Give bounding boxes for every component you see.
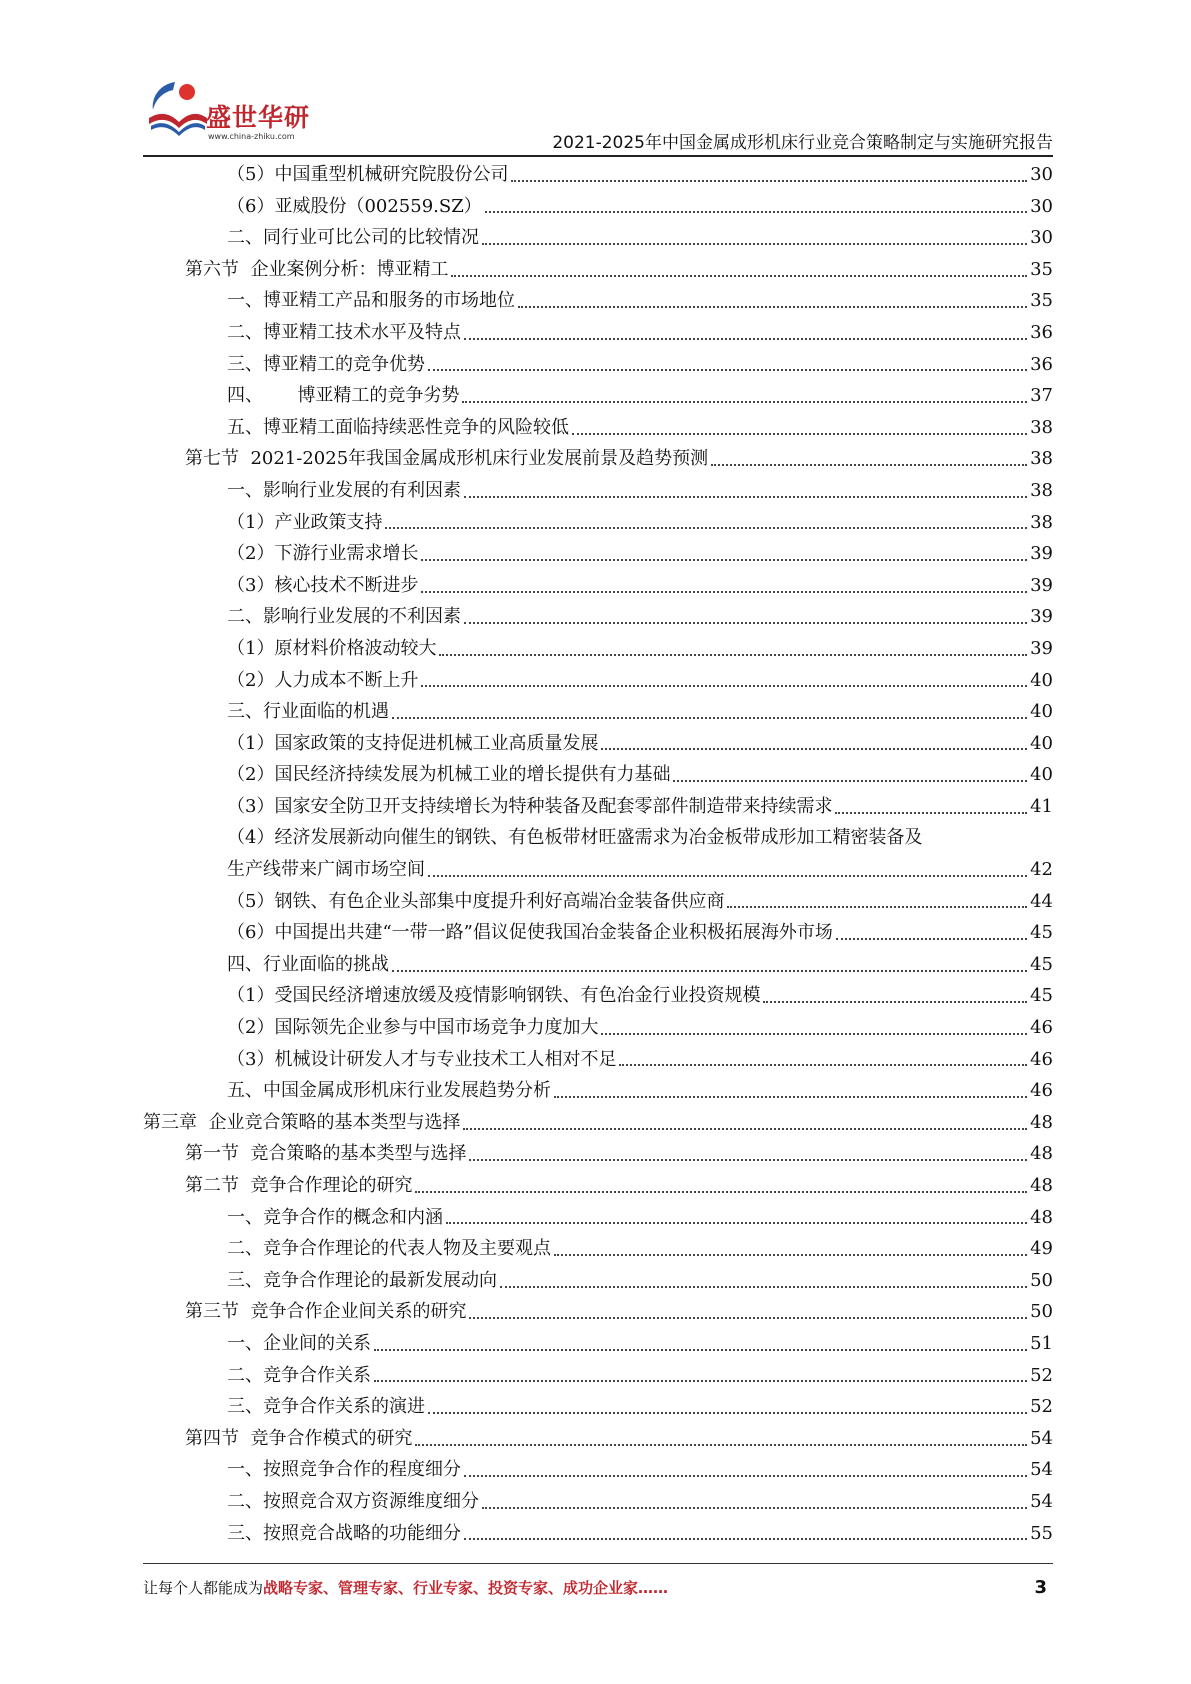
toc-entry[interactable] <box>143 1454 1053 1486</box>
toc-entry-title: 第四节 竞争合作模式的研究 <box>185 1427 413 1449</box>
toc-leader-dots <box>385 527 1027 529</box>
toc-entry[interactable] <box>143 1075 1053 1107</box>
toc-entry-title: 第七节 2021-2025年我国金属成形机床行业发展前景及趋势预测 <box>185 448 709 470</box>
toc-entry-page: 38 <box>1030 448 1053 470</box>
toc-entry-title: （6）中国提出共建“一带一路”倡议促使我国冶金装备企业积极拓展海外市场 <box>227 922 833 944</box>
toc-entry-page: 40 <box>1030 701 1053 723</box>
toc-entry-title: （6）亚威股份（002559.SZ） <box>227 195 482 217</box>
toc-entry-title: （1）受国民经济增速放缓及疫情影响钢铁、有色冶金行业投资规模 <box>227 985 761 1007</box>
toc-leader-dots <box>428 369 1027 371</box>
toc-entry[interactable] <box>143 538 1053 570</box>
toc-entry-page: 40 <box>1030 732 1053 754</box>
toc-entry[interactable] <box>143 254 1053 286</box>
toc-entry-page: 36 <box>1030 353 1053 375</box>
toc-entry[interactable] <box>143 854 1053 886</box>
toc-entry-page: 38 <box>1030 479 1053 501</box>
toc-leader-dots <box>836 938 1027 940</box>
toc-entry-title: 五、中国金属成形机床行业发展趋势分析 <box>227 1080 551 1102</box>
toc-entry-page: 51 <box>1030 1332 1053 1354</box>
toc-entry-page: 36 <box>1030 321 1053 343</box>
toc-entry[interactable] <box>143 696 1053 728</box>
toc-entry-title: 五、博亚精工面临持续恶性竞争的风险较低 <box>227 416 569 438</box>
toc-entry[interactable] <box>143 412 1053 444</box>
toc-entry-page: 38 <box>1030 511 1053 533</box>
toc-entry[interactable] <box>143 728 1053 760</box>
toc-entry[interactable] <box>143 1107 1053 1139</box>
toc-entry-page: 42 <box>1030 859 1053 881</box>
toc-entry-title: 二、竞争合作理论的代表人物及主要观点 <box>227 1238 551 1260</box>
toc-entry-page: 30 <box>1030 164 1053 185</box>
toc-leader-dots <box>554 1096 1027 1098</box>
page-header <box>143 78 1053 160</box>
toc-entry-title: 一、竞争合作的概念和内涵 <box>227 1206 443 1228</box>
toc-leader-dots <box>711 464 1027 466</box>
toc-entry-title: （2）国民经济持续发展为机械工业的增长提供有力基础 <box>227 764 671 786</box>
toc-leader-dots <box>374 1349 1027 1351</box>
toc-entry[interactable] <box>143 886 1053 918</box>
toc-leader-dots <box>619 1064 1027 1066</box>
toc-entry-title: 第三节 竞争合作企业间关系的研究 <box>185 1301 467 1323</box>
toc-entry-page: 44 <box>1030 890 1053 912</box>
toc-entry-page: 37 <box>1030 385 1053 407</box>
toc-leader-dots <box>428 1412 1027 1414</box>
toc-entry-title: （1）产业政策支持 <box>227 511 383 533</box>
logo-text: 盛世华研 <box>206 103 311 132</box>
toc-entry[interactable] <box>143 1423 1053 1455</box>
toc-entry[interactable] <box>143 665 1053 697</box>
toc-leader-dots <box>763 1001 1027 1003</box>
toc-entry-page: 39 <box>1030 637 1053 659</box>
toc-entry[interactable] <box>143 1233 1053 1265</box>
toc-entry[interactable] <box>143 159 1053 191</box>
toc-entry-title: 第六节 企业案例分析：博亚精工 <box>185 258 449 280</box>
toc-entry-page: 39 <box>1030 574 1053 596</box>
toc-entry[interactable] <box>143 570 1053 602</box>
toc-entry-title: （1）原材料价格波动较大 <box>227 637 437 659</box>
toc-leader-dots <box>439 654 1027 656</box>
toc-entry[interactable] <box>143 1360 1053 1392</box>
toc-entry-page: 35 <box>1030 290 1053 312</box>
toc-leader-dots <box>601 748 1027 750</box>
toc-entry-title: 三、行业面临的机遇 <box>227 701 389 723</box>
toc-entry-page: 30 <box>1030 227 1053 249</box>
toc-entry[interactable] <box>143 1391 1053 1423</box>
logo-url: www.china-zhiku.com <box>208 132 295 141</box>
toc-entry-page: 48 <box>1030 1175 1053 1196</box>
toc-entry[interactable] <box>143 980 1053 1012</box>
toc-leader-dots <box>421 685 1027 687</box>
toc-entry-title: 第一节 竞合策略的基本类型与选择 <box>185 1143 467 1165</box>
toc-entry[interactable] <box>143 380 1053 412</box>
toc-entry-page: 35 <box>1030 258 1053 280</box>
toc-entry-title: 四、 博亚精工的竞争劣势 <box>227 385 460 407</box>
toc-leader-dots <box>392 970 1027 972</box>
toc-entry[interactable] <box>143 1265 1053 1297</box>
toc-leader-dots <box>464 1538 1027 1540</box>
toc-entry-page: 50 <box>1030 1269 1053 1291</box>
toc-entry[interactable] <box>143 443 1053 475</box>
toc-leader-dots <box>392 717 1027 719</box>
toc-entry-page: 30 <box>1030 195 1053 217</box>
toc-leader-dots <box>464 496 1027 498</box>
toc-leader-dots <box>500 1286 1027 1288</box>
toc-leader-dots <box>485 211 1027 213</box>
logo-book-icon <box>143 78 213 144</box>
toc-entry-title: 三、博亚精工的竞争优势 <box>227 353 425 375</box>
toc-entry-page: 55 <box>1030 1522 1053 1544</box>
report-title: 2021-2025年中国金属成形机床行业竞合策略制定与实施研究报告 <box>552 133 1053 153</box>
company-logo <box>143 78 343 148</box>
toc-entry-page: 40 <box>1030 764 1053 786</box>
toc-entry[interactable] <box>143 507 1053 539</box>
toc-leader-dots <box>572 433 1027 435</box>
toc-leader-dots <box>428 875 1027 877</box>
toc-leader-dots <box>451 275 1027 277</box>
toc-entry[interactable] <box>143 1202 1053 1234</box>
toc-entry-title: 第二节 竞争合作理论的研究 <box>185 1175 413 1196</box>
toc-entry-page: 50 <box>1030 1301 1053 1323</box>
toc-entry-title: 第三章 企业竞合策略的基本类型与选择 <box>143 1111 461 1133</box>
toc-leader-dots <box>601 1033 1027 1035</box>
toc-entry-page: 39 <box>1030 543 1053 565</box>
toc-leader-dots <box>511 180 1027 182</box>
toc-leader-dots <box>415 1444 1027 1446</box>
footer-divider <box>143 1563 1053 1564</box>
toc-entry-title: （4）经济发展新动向催生的钢铁、有色板带材旺盛需求为冶金板带成形加工精密装备及 <box>227 827 923 849</box>
toc-entry-page: 39 <box>1030 606 1053 628</box>
toc-entry-title: 二、影响行业发展的不利因素 <box>227 606 461 628</box>
toc-entry-title: （5）中国重型机械研究院股份公司 <box>227 164 509 185</box>
page-number: 3 <box>1034 1577 1047 1598</box>
toc-leader-dots <box>462 401 1027 403</box>
toc-leader-dots <box>518 306 1027 308</box>
toc-leader-dots <box>727 906 1027 908</box>
toc-entry[interactable] <box>143 317 1053 349</box>
toc-entry[interactable] <box>143 1170 1053 1202</box>
toc-entry[interactable] <box>143 1138 1053 1170</box>
toc-entry-title: 一、影响行业发展的有利因素 <box>227 479 461 501</box>
toc-leader-dots <box>374 1380 1027 1382</box>
toc-leader-dots <box>421 591 1027 593</box>
toc-leader-dots <box>835 812 1027 814</box>
toc-leader-dots <box>464 622 1027 624</box>
toc-leader-dots <box>673 780 1027 782</box>
toc-leader-dots <box>415 1191 1027 1193</box>
toc-entry[interactable] <box>143 791 1053 823</box>
toc-leader-dots <box>482 1507 1027 1509</box>
table-of-contents <box>143 159 1053 1549</box>
toc-entry-title: 三、按照竞合战略的功能细分 <box>227 1522 461 1544</box>
toc-leader-dots <box>464 338 1027 340</box>
toc-entry-title: （3）核心技术不断进步 <box>227 574 419 596</box>
toc-entry[interactable] <box>143 1296 1053 1328</box>
toc-leader-dots <box>421 559 1027 561</box>
toc-entry-page: 45 <box>1030 922 1053 944</box>
toc-leader-dots <box>464 1475 1027 1477</box>
page-footer <box>143 1577 1053 1605</box>
toc-entry-page: 45 <box>1030 985 1053 1007</box>
toc-entry[interactable] <box>143 475 1053 507</box>
toc-entry-title: 二、同行业可比公司的比较情况 <box>227 227 479 249</box>
footer-slogan-highlight: 战略专家、管理专家、行业专家、投资专家、成功企业家…… <box>263 1579 669 1597</box>
toc-entry-page: 54 <box>1030 1490 1053 1512</box>
toc-entry-title: 生产线带来广阔市场空间 <box>227 859 425 881</box>
toc-leader-dots <box>469 1317 1027 1319</box>
toc-entry-title: 四、行业面临的挑战 <box>227 953 389 975</box>
toc-entry-title: （3）机械设计研发人才与专业技术工人相对不足 <box>227 1048 617 1070</box>
toc-entry-title: （5）钢铁、有色企业头部集中度提升利好高端冶金装备供应商 <box>227 890 725 912</box>
toc-entry-page: 40 <box>1030 669 1053 691</box>
toc-entry-page: 54 <box>1030 1459 1053 1481</box>
toc-entry-page: 46 <box>1030 1048 1053 1070</box>
toc-entry-title: 一、企业间的关系 <box>227 1332 371 1354</box>
toc-entry-title: 一、按照竞争合作的程度细分 <box>227 1459 461 1481</box>
toc-entry-title: （2）下游行业需求增长 <box>227 543 419 565</box>
toc-entry[interactable] <box>143 285 1053 317</box>
toc-entry[interactable] <box>143 1044 1053 1076</box>
toc-entry[interactable] <box>143 191 1053 223</box>
toc-entry-title: 二、博亚精工技术水平及特点 <box>227 321 461 343</box>
toc-entry-title: （1）国家政策的支持促进机械工业高质量发展 <box>227 732 599 754</box>
toc-leader-dots <box>469 1159 1027 1161</box>
toc-entry-page: 48 <box>1030 1111 1053 1133</box>
toc-entry-title: 三、竞争合作关系的演进 <box>227 1396 425 1418</box>
toc-entry-title: 一、博亚精工产品和服务的市场地位 <box>227 290 515 312</box>
toc-entry-page: 52 <box>1030 1364 1053 1386</box>
toc-entry-page: 38 <box>1030 416 1053 438</box>
toc-entry-title: （3）国家安全防卫开支持续增长为特种装备及配套零部件制造带来持续需求 <box>227 795 833 817</box>
toc-entry-title: 二、竞争合作关系 <box>227 1364 371 1386</box>
toc-entry[interactable] <box>143 949 1053 981</box>
toc-entry[interactable] <box>143 917 1053 949</box>
header-divider <box>143 155 1053 157</box>
toc-entry[interactable] <box>143 1328 1053 1360</box>
toc-entry-page: 41 <box>1030 795 1053 817</box>
toc-entry-page: 48 <box>1030 1206 1053 1228</box>
toc-leader-dots <box>554 1254 1027 1256</box>
toc-leader-dots <box>446 1222 1027 1224</box>
toc-entry-title: 三、竞争合作理论的最新发展动向 <box>227 1269 497 1291</box>
toc-leader-dots <box>482 243 1027 245</box>
toc-entry[interactable] <box>143 349 1053 381</box>
toc-entry-page: 52 <box>1030 1396 1053 1418</box>
toc-entry[interactable] <box>143 759 1053 791</box>
toc-entry[interactable] <box>143 822 1053 854</box>
toc-entry-title: （2）国际领先企业参与中国市场竞争力度加大 <box>227 1017 599 1039</box>
toc-entry-title: （2）人力成本不断上升 <box>227 669 419 691</box>
toc-entry-title: 二、按照竞合双方资源维度细分 <box>227 1490 479 1512</box>
toc-entry-page: 46 <box>1030 1080 1053 1102</box>
toc-entry-page: 49 <box>1030 1238 1053 1260</box>
toc-entry-page: 46 <box>1030 1017 1053 1039</box>
toc-entry[interactable] <box>143 633 1053 665</box>
footer-slogan-prefix: 让每个人都能成为 <box>143 1579 264 1597</box>
toc-entry[interactable] <box>143 1012 1053 1044</box>
toc-entry-page: 54 <box>1030 1427 1053 1449</box>
toc-leader-dots <box>463 1128 1027 1130</box>
toc-entry[interactable] <box>143 1518 1053 1550</box>
toc-entry-page: 48 <box>1030 1143 1053 1165</box>
toc-entry[interactable] <box>143 1486 1053 1518</box>
toc-entry-page: 45 <box>1030 953 1053 975</box>
toc-entry[interactable] <box>143 222 1053 254</box>
toc-entry[interactable] <box>143 601 1053 633</box>
